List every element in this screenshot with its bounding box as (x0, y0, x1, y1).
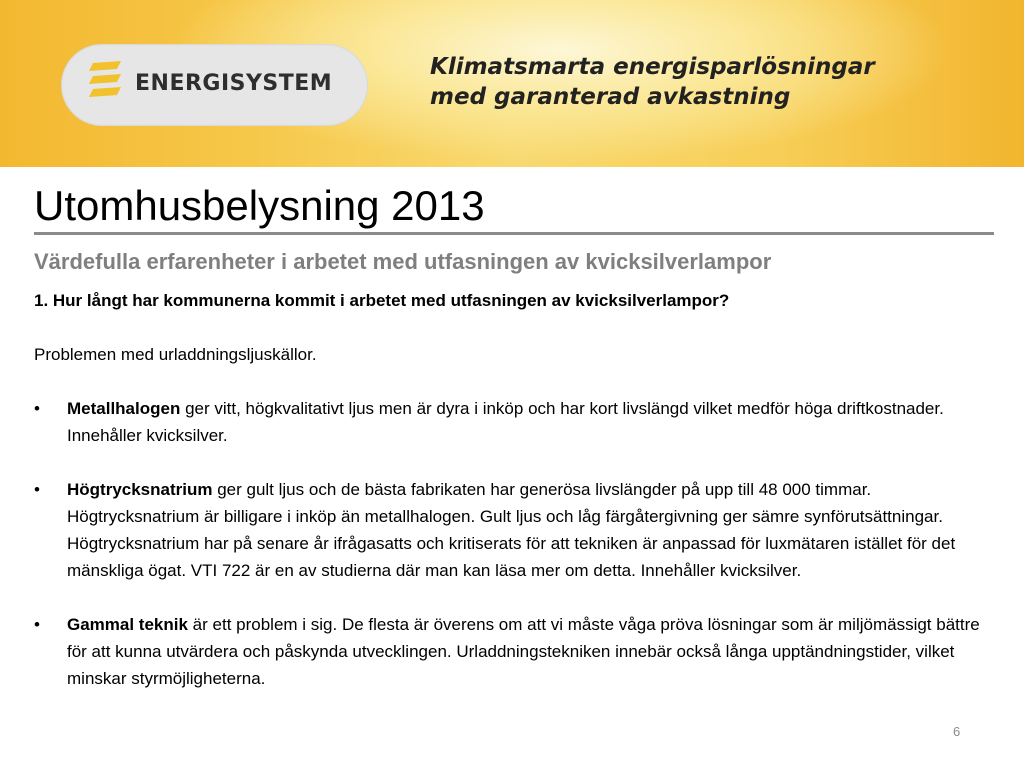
logo-wordmark: ENERGISYSTEM (135, 71, 333, 96)
bullet-term: Gammal teknik (67, 615, 188, 634)
header-tagline (430, 52, 1010, 112)
bullet-item-hogtrycksnatrium (34, 476, 994, 584)
bullet-text: ger gult ljus och de bästa fabrikaten har generösa livslängder på upp till 48 000 timmar. Högtrycksnatrium är billigare i inköp än metallhalogen. Gult ljus och låg färgåtergivning ger sämre synförutsättningar. Högtrycksnatrium har på senare år ifrågasatts och kritiserats för att tekniken är anpassad för luxmätaren istället för det mänskliga ögat. VTI 722 är en av studierna där man kan läsa mer om detta. Innehåller kvicksilver. (67, 480, 956, 580)
bullet-text: ger vitt, högkvalitativt ljus men är dyra i inköp och har kort livslängd vilket medför höga driftkostnader. Innehåller kvicksilver. (67, 399, 944, 445)
intro-text: Problemen med urladdningsljuskällor. (34, 345, 317, 364)
page-number: 6 (953, 724, 961, 739)
tagline-line-2: med garanterad avkastning (430, 84, 791, 110)
bullet-term: Högtrycksnatrium (67, 480, 213, 499)
energy-stripes-icon (87, 61, 123, 101)
bullet-item-gammal-teknik (34, 611, 994, 692)
bullet-icon: • (34, 615, 40, 634)
header-banner (0, 0, 1024, 167)
question-heading: 1. Hur långt har kommunerna kommit i arbetet med utfasningen av kvicksilverlampor? (34, 291, 730, 310)
bullet-icon: • (34, 480, 40, 499)
slide-title: Utomhusbelysning 2013 (34, 182, 485, 229)
energisystem-logo (61, 44, 368, 126)
tagline-line-1: Klimatsmarta energisparlösningar (430, 54, 875, 80)
bullet-text: är ett problem i sig. De flesta är överens om att vi måste våga pröva lösningar som är miljömässigt bättre för att kunna utvärdera och påskynda utvecklingen. Urladdningstekniken innebär också långa upptändningstider, vilket minskar styrmöjligheterna. (67, 615, 980, 688)
bullet-term: Metallhalogen (67, 399, 181, 418)
slide-subtitle: Värdefulla erfarenheter i arbetet med utfasningen av kvicksilverlampor (34, 249, 772, 274)
bullet-icon: • (34, 399, 40, 418)
title-divider (34, 232, 994, 235)
bullet-item-metallhalogen (34, 395, 994, 449)
slide-body (34, 287, 994, 692)
bullet-list (34, 395, 994, 692)
